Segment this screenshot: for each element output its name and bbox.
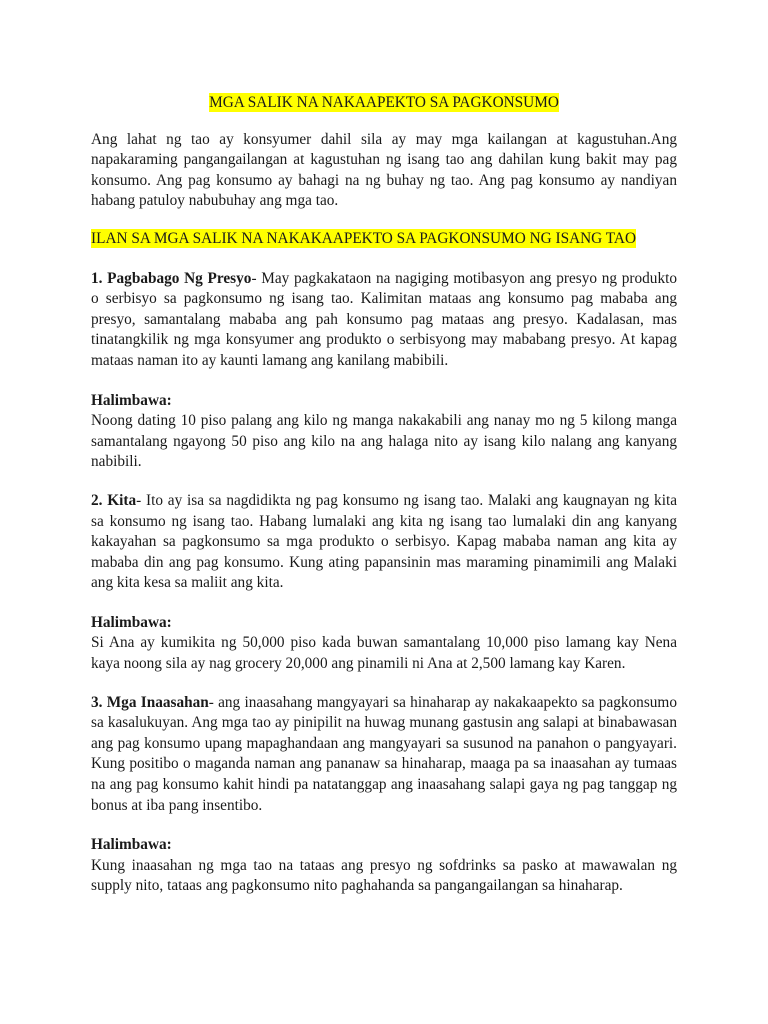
intro-paragraph: Ang lahat ng tao ay konsyumer dahil sila ay may mga kailangan at kagustuhan.Ang napakaraming pangangailangan at kagustuhan ng isang tao ang dahilan kung bakit may pag konsumo. Ang pag konsumo ay bahagi na ng buhay ng tao. Ang pag konsumo ay nandiyan habang patuloy nabubuhay ang mga tao. <box>91 130 677 210</box>
factor-1-heading: 1. Pagbabago Ng Presyo <box>91 269 252 287</box>
factor-2-heading: 2. Kita <box>91 491 137 509</box>
factor-1-paragraph <box>91 269 677 372</box>
section-heading-block <box>91 229 677 250</box>
factor-2-body: - Ito ay isa sa nagdidikta ng pag konsumo ng isang tao. Malaki ang kaugnayan ng kita sa konsumo ng isang tao. Habang lumalaki ang kita ng isang tao lumalaki din ang kanyang kakayahan sa pagkonsumo sa mga produkto o serbisyo. Kapag mababa naman ang kita ay mababa din ang pag konsumo. Kung ating papansinin mas maraming pinamimili ang Malaki ang kita kesa sa maliit ang kita. <box>91 491 677 592</box>
factor-3-body: - ang inaasahang mangyayari sa hinaharap ay nakakaapekto sa pagkonsumo sa kasalukuyan. Ang mga tao ay pinipilit na huwag munang gastusin ang salapi at binabawasan ang pag konsumo upang mapaghandaan ang mangyayari sa susunod na panahon o pangyayari. Kung positibo o maganda naman ang pananaw sa hinaharap, maaga pa sa inaasahan ay tumaas na ang pag konsumo kahit hindi pa natatanggap ang inaasahang salapi gaya ng pag tanggap ng bonus at iba pang insentibo. <box>91 693 677 814</box>
example-3-text: Kung inaasahan ng mga tao na tataas ang presyo ng sofdrinks sa pasko at mawawalan ng supply nito, tataas ang pagkonsumo nito paghahanda sa pangangailangan sa hinaharap. <box>91 856 677 895</box>
factor-2-paragraph <box>91 491 677 594</box>
example-2-text: Si Ana ay kumikita ng 50,000 piso kada buwan samantalang 10,000 piso lamang kay Nena kaya noong sila ay nag grocery 20,000 ang pinamili ni Ana at 2,500 lamang kay Karen. <box>91 634 677 673</box>
section-heading: ILAN SA MGA SALIK NA NAKAKAAPEKTO SA PAGKONSUMO NG ISANG TAO <box>91 229 636 247</box>
example-2-label: Halimbawa: <box>91 613 172 631</box>
example-3-label: Halimbawa: <box>91 836 172 854</box>
example-1-text: Noong dating 10 piso palang ang kilo ng manga nakakabili ang nanay mo ng 5 kilong manga samantalang ngayong 50 piso ang kilo na ang halaga nito ay isang kilo nalang ang kanyang nabibili. <box>91 412 677 471</box>
title-block <box>91 93 677 114</box>
factor-1-body: - May pagkakataon na nagiging motibasyon ang presyo ng produkto o serbisyo sa pagkonsumo ng isang tao. Kalimitan mataas ang konsumo pag mababa ang presyo, samantalang mababa ang pah konsumo pag mataas ang presyo. Kadalasan, mas tinatangkilik ng mga konsyumer ang produkto o serbisyong may mababang presyo. At kapag mataas naman ito ay kaunti lamang ang kanilang mabibili. <box>91 269 677 369</box>
factor-3-paragraph <box>91 693 677 817</box>
factor-3-heading: 3. Mga Inaasahan <box>91 693 209 711</box>
example-1-label: Halimbawa: <box>91 391 172 409</box>
document-title: MGA SALIK NA NAKAAPEKTO SA PAGKONSUMO <box>209 94 559 111</box>
